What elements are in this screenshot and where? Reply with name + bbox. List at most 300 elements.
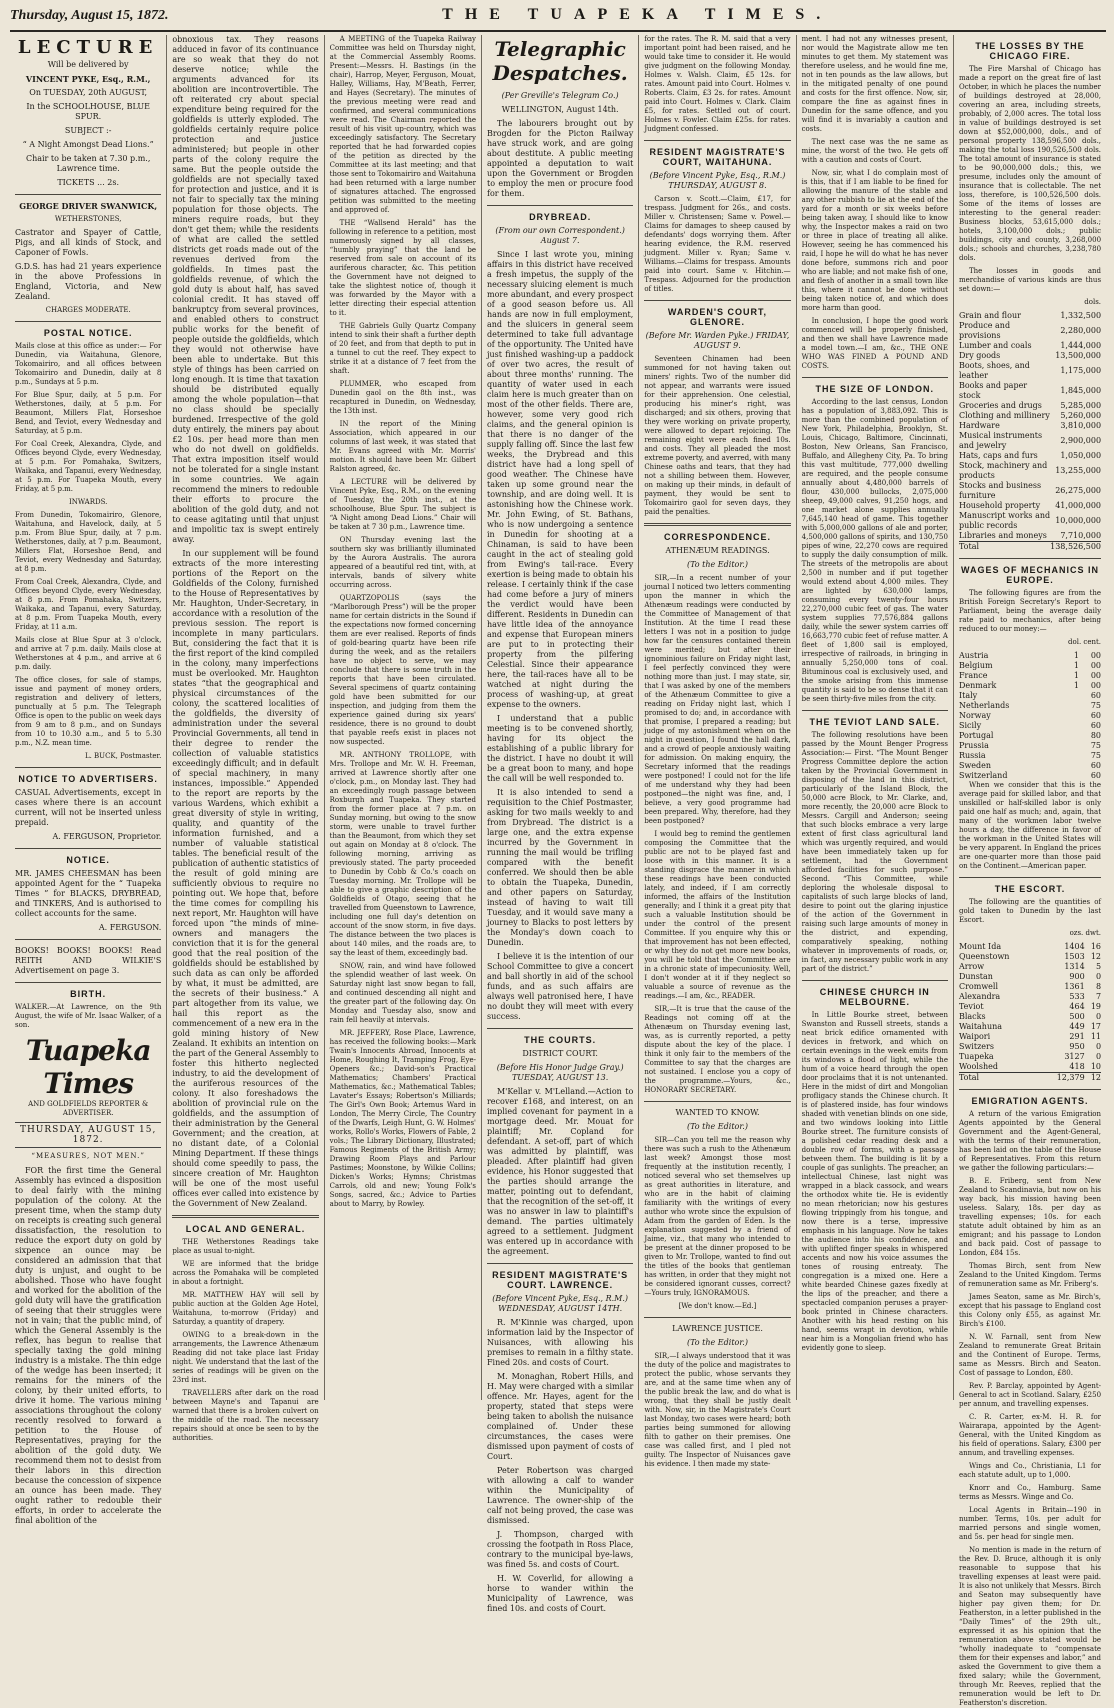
column-5 [639, 35, 796, 1468]
row-label: Austria [958, 651, 989, 660]
table-row [959, 741, 1101, 751]
row-value [1068, 771, 1079, 781]
table-row [959, 721, 1101, 731]
postal-paragraph: Mails close at this office as under:— For Dunedin, via Waitahuna, Glenore, Tokomairiro, and all offices between Tokomairiro and Dunedin, daily at 8 p.m., Sundays at 5 p.m. [15, 342, 162, 386]
row-label: Manuscript works and public records [958, 511, 1051, 530]
glenore-court-heading: WARDEN'S COURT, GLENORE. [667, 307, 768, 327]
chicago-losses-table [959, 311, 1101, 552]
row-label: Total [959, 542, 1050, 553]
divider [959, 877, 1101, 878]
athenaeum-letter: SIR,—It is true that the cause of the Readings not coming off at the Athenæum on Thursday evening last, was, as is currently reported, a petty dispute about the key of the place. I think it only fair to the members of the Committee to say that the charges are not sustained. I enclose you a copy of the programme.—Yours, &c., HONORARY SECRETARY. [644, 1005, 791, 1094]
table-row [959, 751, 1101, 761]
table-row [959, 972, 1101, 982]
local-item: ON Thursday evening last the southern sky was brilliantly illuminated by the Aurora Australis. The aurora appeared of a beautiful red tint, with, at intervals, bands of silvery white occurring across. [329, 536, 476, 589]
waitahuna-court-sub: (Before Vincent Pyke, Esq., R.M.) THURSDAY, AUGUST 8. [649, 171, 786, 190]
chicago-unit: dols. [1084, 298, 1102, 306]
list-item: Rev. P. Barclay, appointed by Agent-General to act in Scotland. Salary, £250 per annum, and travelling expenses. [958, 1382, 1102, 1408]
row-label: Woolshed [958, 1062, 998, 1071]
london-heading: THE SIZE OF LONDON. [815, 384, 935, 394]
local-item: OWING to a break-down in the arrangements, the Lawrence Athenæum Reading did not take place last Friday night. We understand that the last of the series of readings will be given on the 23rd inst. [172, 1331, 319, 1384]
row-value: 5 [1095, 962, 1102, 971]
notice-body: MR. JAMES CHEESMAN has been appointed Agent for the “ Tuapeka Times ” for BLACKS, DRYBREAD, and TINKERS, And is authorised to collect accounts for the same. [15, 869, 162, 918]
rm-court-body: H. W. Coverlid, for allowing a horse to wander within the Municipality of Lawrence, was fined 10s. and costs of Court. [486, 1574, 634, 1613]
row-label: Mount Ida [958, 942, 1002, 951]
row-label: Norway [958, 711, 991, 720]
row-value: 1,845,000 [1060, 386, 1102, 395]
telegraphic-body: The labourers brought out by Brogden for the Picton Railway have struck work, and are going about destitute. A public meeting appointed a deputation to wait upon the Government or Brogden to employ the men or procure food for them. [486, 119, 634, 198]
row-value: 1,444,000 [1060, 341, 1102, 350]
local-item: A LECTURE will be delivered by Vincent Pyke, Esq., R.M., on the evening of Tuesday, the 20th inst., at the schoolhouse, Blue Spur. The subject is “A Night among Dead Lions.” Chair will be taken at 7 30 p.m., Lawrence time. [329, 478, 476, 531]
birth-body: WALKER.—At Lawrence, on the 9th August, the wife of Mr. Isaac Walker, of a son. [15, 1003, 162, 1029]
row-value: 19 [1090, 1002, 1102, 1011]
postal-signature: L. BUCK, Postmaster. [84, 752, 162, 760]
table-row [959, 431, 1101, 451]
courts-heading: THE COURTS. [524, 1035, 597, 1045]
row-value: 464 [1069, 1002, 1085, 1011]
chicago-heading: THE LOSSES BY THE CHICAGO FIRE. [975, 41, 1085, 61]
advertisers-signature: A. FERGUSON, Proprietor. [52, 832, 162, 841]
row-value: 0 [1095, 1052, 1102, 1061]
row-value: 3,810,000 [1060, 421, 1102, 430]
row-label: Denmark [958, 681, 997, 690]
postal-paragraph: For Coal Creek, Alexandra, Clyde, and Offices beyond Clyde, every Wednesday, at 5 p.m. For Pomahaka, Switzers, Waikaka, and Tapanui, every Wednesday, at 5 p.m. For Tuapeka Mouth, every Friday, at 5 p.m. [15, 440, 162, 493]
report-article: In our supplement will be found extracts of the more interesting portions of the Report on the Goldfields of the Colony, furnished to the House of Representatives by Mr. Haughton, Under-Secretary, in accordance with a resolution of the previous session. The report is incomplete in many particulars. But, considering the fact that it is the first report of the kind compiled in the colony, many imperfections must be overlooked. Mr. Haughton states “that the geographical and physical circumstances of the colony, the scattered localities of the goldfields, the diversity of administration under the several Provincial Governments, all tend in their degree to render the collection of valuable statistics exceedingly difficult; and in default of special machinery, in many instances, impossible.” Appended to the report are reports by the various Wardens, which exhibit a great diversity of style in writing, quality, and quantity of the information furnished, and a number of valuable statistical tables. The beneficial result of the publication of authentic statistics of the result of gold mining are sufficiently obvious to require no pointing out. We hope that, before the time comes for compiling his next report, Mr. Haughton will have forced upon “the minds of mine-owners and managers the conviction that it is for the general good that the real position of the goldfields should be established by such data as can only be afforded by what, it must be admitted, are the secrets of their business.” A part altogether from its value, we hail this report as the commencement of a new era in the gold mining history of New Zealand. It exhibits an intention on the part of the General Assembly to foster this hitherto neglected industry, to aid the development of the auriferous resources of the colony. It also foreshadows the abolition of provincial rule on the goldfields, and the assumption of their administration by the General Government; and the creation, at no distant date, of a Colonial Mining Department. If these things should come speedily to pass, the sincere creation of Mr. Haughton will be one of the most useful offices ever called into existence by the Government of New Zealand. [172, 549, 319, 1208]
rm-court-sub: (Before Vincent Pyke, Esq., R.M.) WEDNESDAY, AUGUST 14TH. [492, 1294, 629, 1313]
table-row [959, 651, 1101, 661]
row-label: Switzerland [958, 771, 1008, 780]
list-item: N. W. Farnall, sent from New Zealand to remunerate Great Britain and the Continent of Europe. Terms, same as Messrs. Birch and Seaton. Cost of passage to London, £80. [958, 1333, 1102, 1377]
advertisers-heading: NOTICE TO ADVERTISERS. [18, 774, 158, 784]
row-label: Libraries and moneys [958, 531, 1047, 540]
row-value [1068, 701, 1079, 711]
row-value: 75 [1090, 701, 1102, 710]
wanted-sub: (To the Editor.) [686, 1122, 748, 1131]
divider [802, 710, 948, 711]
chicago-intro: The losses in goods and merchandise of various kinds are thus set down:— [958, 267, 1102, 293]
row-value: 80 [1090, 731, 1102, 740]
district-court-sub: (Before His Honor Judge Gray.) TUESDAY, AUGUST 13. [496, 1063, 624, 1082]
table-row [959, 321, 1101, 341]
table-row [959, 531, 1101, 542]
postal-paragraph: The office closes, for sale of stamps, issue and payment of money orders, registration and delivery of letters, punctually at 5 p.m. The Telegraph Office is open to the public on week days from 9 am to 8 p.m., and on Sundays from 10 to 10.30 a.m., and 5 to 5.30 p.m., N.Z. mean time. [15, 676, 162, 747]
wanted-editor-note: [We don't know.—Ed.] [678, 1302, 757, 1310]
row-value: 1 [1073, 681, 1079, 690]
table-row [959, 481, 1101, 501]
row-label: Sweden [958, 761, 992, 770]
table-row [959, 942, 1101, 952]
divider [15, 939, 161, 940]
postal-heading: POSTAL NOTICE. [43, 328, 133, 338]
advertisers-body: CASUAL Advertisements, except in cases where there is an account current, will not be inserted unless prepaid. [15, 788, 162, 827]
rm-court-body: M. Monaghan, Robert Hills, and H. May were charged with a similar offence. Mr. Hayes, agent for the property, stated that steps were being taken to abolish the nuisance complained of. Under these circumstances, the cases were dismissed upon payment of costs of Court. [486, 1372, 634, 1461]
masthead-title: THE TUAPEKA TIMES. [442, 6, 833, 23]
row-label: Produce and provisions [958, 321, 1011, 340]
divider [15, 848, 161, 849]
table-row [959, 1062, 1101, 1073]
row-value: 60 [1090, 711, 1102, 720]
row-value: 60 [1090, 721, 1102, 730]
divider [959, 558, 1101, 559]
list-item: Knorr and Co., Hamburg. Same terms as Messrs. Winge and Co. [958, 1484, 1102, 1501]
correspondence-heading: CORRESPONDENCE. [663, 532, 771, 542]
waitahuna-court-body: Carson v. Scott.—Claim, £17, for trespass. Judgment for 26s., and costs. Miller v. Christensen; Same v. Powel.—Claims for damages to sheep caused by defendants' dogs worrying them. After hearing evidence, the R.M. reserved judgment. Miller v. Ryan; Same v. Williams.—Claims for trespass. Amounts paid into court. Same v. Hitchin.—Trespass. Adjourned for the production of titles. [644, 195, 791, 293]
teviot-body: The following resolutions have been passed by the Mount Benger Progress Association:— First. “The Mount Benger Progress Committee deplore the action taken by the Provincial Government in disposing of the land in this district, particularly of the Island Block, the 50,000 acre Block, to Mr. Clarke, and, more recently, the 20,000 acre Block to Messrs. Cargill and Anderson; seeing that such blocks embrace a very large extent of first class agricultural land which was urgently required, and would have been immediately taken up for settlement, had the Government afforded facilities for such purpose.” Second. “This Committee, while deploring the wholesale disposal to capitalists of such large blocks of land, desire to point out the glaring injustice of the action of the Government in raising such large amounts of money in the district, and expending, comparatively speaking, nothing whatever in improvements of roads, or, in fact, any necessary public work in any part of the district.” [801, 731, 948, 973]
row-value: 1,050,000 [1060, 451, 1102, 460]
swanwick-name: GEORGE DRIVER SWANWICK, [19, 201, 158, 211]
rm-court-body: R. M'Kinnie was charged, upon information laid by the Inspector of Nuisances, with allowing his premises to remain in a filthy state. Fined 20s. and costs of Court. [486, 1318, 634, 1367]
divider [802, 377, 948, 378]
column-4 [482, 35, 639, 1613]
table-row [959, 311, 1101, 321]
row-value: 13,255,000 [1055, 466, 1102, 475]
total-row [959, 1073, 1101, 1084]
row-value: 41,000,000 [1055, 501, 1102, 510]
row-value: 449 [1069, 1022, 1085, 1031]
local-item: SNOW, rain, and wind have followed the splendid weather of last week. On Saturday night last snow began to fall, and continued descending all night and the greater part of the following day. On Monday and Tuesday also, snow and rain fell heavily at intervals. [329, 962, 476, 1024]
row-value: 900 [1069, 972, 1085, 981]
row-label: Portugal [958, 731, 994, 740]
athenaeum-sub: (To the Editor.) [686, 560, 748, 569]
athenaeum-heading: ATHENÆUM READINGS. [665, 546, 770, 555]
row-value [1068, 691, 1079, 701]
wages-table [959, 651, 1101, 781]
table-row [959, 411, 1101, 421]
row-label: Boots, shoes, and leather [958, 361, 1030, 380]
local-general-heading: LOCAL AND GENERAL. [185, 1224, 306, 1234]
chinese-church-body: In Little Bourke street, between Swanston and Russell streets, stands a neat brick edifice ornamented with devices in fretwork, and which on certain evenings in the week emits from its windows a flood of light, while the hum of a voice heard through the open door proclaims that it is not untenanted. Here in the midst of dirt and Mongolian profligacy stands the Chinese church. It is of plastered inside, has four windows shaded with venetian blinds on one side, and two windows looking into Little Bourke street. The furniture consists of a polished cedar reading desk and a double row of forms, with a passage between them. The building is lit by a couple of gas sunlights. The preacher, an intellectual Chinese, last night was wrapped in a black cassock, and wears the orthodox white tie. He is evidently no mean rhetorician; now his gestures flowing trippingly from his tongue, and now there is a terse, impressive emphasis in his language. Now he takes the audience into his confidence, and with uplifted finger speaks in whispered accents and now his voice assumes the tones of rousing entreaty. The congregation is a mixed one. Here a white bearded Chinese gazes fixedly at the lips of the preacher, and there a spectacled companion peruses a prayer-book printed in Chinese characters. Another with his head resting on his hand, seems wrapt in devotion, while near him is a Mongolian friend who has evidently gone to sleep. [801, 1011, 948, 1352]
row-value: 00 [1090, 671, 1102, 680]
masthead-date: Thursday, August 15, 1872. [10, 8, 169, 23]
table-row [959, 1032, 1101, 1042]
wages-tail: When we consider that this is the average paid for skilled labor, and that unskilled or half-skilled labor is only paid one half as much; and, again, that many of the workmen labor twelve hours a day, the difference in favor of the workman in the United States will be very apparent. In England the prices are one-quarter more than those paid on the Continent.—American paper. [958, 781, 1102, 870]
table-row [959, 982, 1101, 992]
district-court-body: M'Kellar v. M'Lelland.—Action to recover £168, and interest, on an implied covenant for payment in a mortgage deed. Mr. Mouat for plaintiff; Mr. Copland for defendant. A set-off, part of which was admitted by plaintiff, was pleaded. After plaintiff had given evidence, his Honor suggested that the parties should arrange the matter, pointing out to defendant, that the recognition of the set-off, it was no answer in law to plaintiff's demand. The parties ultimately agreed to a settlement. Judgment was entered up in accordance with the agreement. [486, 1087, 634, 1256]
emigration-heading: EMIGRATION AGENTS. [971, 1096, 1089, 1106]
row-value: 533 [1069, 992, 1085, 1001]
row-value: 75 [1090, 741, 1102, 750]
row-label: Total [959, 1073, 1040, 1084]
row-value: 138,526,500 [1050, 542, 1102, 551]
row-label: Arrow [958, 962, 985, 971]
table-row [959, 381, 1101, 401]
row-value [1068, 751, 1079, 761]
leader-article: FOR the first time the General Assembly has evinced a disposition to deal fairly with the mining population of the colony. At the present time, when the stamp duty on receipts is creating such general dissatisfaction, the resolution to reduce the export duty on gold by sixpence an ounce may be considered an admission that that duty is unjust, and ought to be abolished. Those who have fought and worked for the abolition of the gold duty will have the gratification of seeing that their struggles were not in vain; that the public mind, of which the General Assembly is the reflex, has begun to realise that specially taxing the gold mining industry is a mistake. The thin edge of the wedge has been inserted; it remains for the miners of the colony, by their united efforts, to drive it home. The various mining associations throughout the colony recently resolved to forward a petition to the House of Representatives, praying for the abolition of the gold duty. We recommend them not to desist from their labors in this direction because the concession of sixpence an ounce has been made. They ought rather to redouble their efforts, in order to accelerate the final abolition of the [15, 1166, 162, 1525]
drybread-body: I understand that a public meeting is to be convened shortly, having for its object the establishing of a public library for the district. I have no doubt it will be a great boon to many, and hope the call will be well responded to. [486, 714, 634, 783]
row-label: Prussia [958, 741, 989, 750]
divider [15, 982, 161, 983]
divider [487, 1263, 633, 1264]
row-value: 0 [1095, 1042, 1102, 1051]
table-row [959, 731, 1101, 741]
row-label: Stock, machinery and products [958, 461, 1048, 480]
justice-sub: (To the Editor.) [686, 1338, 748, 1347]
row-value: 1314 [1064, 962, 1085, 971]
row-value [1068, 711, 1079, 721]
divider [15, 194, 161, 195]
row-value: 7,710,000 [1060, 531, 1102, 540]
table-row [959, 351, 1101, 361]
row-label: Teviot [958, 1002, 984, 1011]
row-label: Dunstan [958, 972, 993, 981]
divider [644, 1101, 790, 1102]
table-row [959, 361, 1101, 381]
rm-court-body: J. Thompson, charged with crossing the footpath in Ross Place, contrary to the municipal bye-laws, was fined 5s. and costs of Court. [486, 1530, 634, 1569]
justice-heading: LAWRENCE JUSTICE. [672, 1324, 763, 1333]
row-label: Hats, caps and furs [958, 451, 1038, 460]
row-label: Grain and flour [958, 311, 1021, 320]
row-label: Hardware [958, 421, 1000, 430]
row-label: Lumber and coals [958, 341, 1032, 350]
newspaper-motto: “MEASURES, NOT MEN.” [31, 1152, 145, 1160]
row-value [1068, 731, 1079, 741]
row-value: 1404 [1064, 942, 1085, 951]
column-2 [167, 35, 324, 1442]
local-item: MR. MATTHEW HAY will sell by public auction at the Golden Age Hotel, Waitahuna, to-morrow (Friday) and Saturday, a quantity of drapery. [172, 1291, 319, 1326]
escort-heading: THE ESCORT. [994, 884, 1066, 894]
local-item: IN the report of the Mining Association, which appeared in our columns of last week, it was stated that Mr. Evans agreed with Mr. Morris' motion. It should have been Mr. Gilbert Ralston agreed, &c. [329, 420, 476, 473]
glenore-court-body: Seventeen Chinamen had been summoned for not having taken out miners' rights. Two of the number did not appear, and warrants were issued for their apprehension. One celestial, producing his miner's right, was discharged; and six others, proving that they were working on private property, were allowed to depart rejoicing. The remaining eight were each fined 10s. and costs. They all pleaded the most extreme poverty, and averred, with many Chinese oaths and tears, that they had not a shilling between them. However, on making up their minds, in default of payment, they would be sent to Tokomairiro gaol for seven days, they paid the penalties. [644, 355, 791, 516]
row-label: Household property [958, 501, 1041, 510]
table-row [959, 661, 1101, 671]
swanwick-experience: G.D.S. has had 21 years experience in the above Professions in England, Victoria, and New Zealand. [15, 262, 162, 301]
table-row [959, 1012, 1101, 1022]
row-value: 12 [1085, 1073, 1101, 1084]
athenaeum-letter: SIR,—In a recent number of your journal I noticed two letters commenting upon the manner in which the Athenæum readings were conducted by the Committee of Management of that Institution. At the time I read these letters I was not in a position to judge how far the censures contained therein were merited; but after their ignominious failure on Friday night last, I feel perfectly convinced they were nothing more than just. I may state, sir, that I was asked by one of the members of the Athenæum Committee to give a reading on Friday night last, which I promised to do; and, in accordance with that promise, I prepared a reading; but judge of my astonishment when on the night in question, I found the hall dark, and a crowd of people anxiously waiting for admission. On making enquiry, the Secretary informed that the readings were postponed! I could not for the life of me understand why they had been postponed—the night was fine, and, I believe, a very good programme had been prepared. Why, therefore, had they been postponed? [644, 574, 791, 825]
escort-unit: ozs. dwt. [1069, 929, 1102, 937]
row-label: Belgium [958, 661, 993, 670]
table-row [959, 711, 1101, 721]
local-item: TRAVELLERS after dark on the road between Mayne's and Tapanui are warned that there is a broken culvert on the middle of the road. The necessary repairs should at once be seen to by the authorities. [172, 1389, 319, 1442]
local-item: A MEETING of the Tuapeka Railway Committee was held on Thursday night, at the Commercial Assembly Rooms. Present:—Messrs. H. Bastings (in the chair), Harrop, Meyer, Ferguson, Mouat, Halley, Williams, Hay, M'Beath, Ferrer, and Hayes (Secretary). The minutes of the previous meeting were read and confirmed, and several communications were read. The Chairman reported the result of his visit up-country, which was exceedingly satisfactory. The Secretary reported that he had forwarded copies of the petition as directed by the Committee at its last meeting; and that those sent to Tokomairiro and Waitahuna had been returned with a large number of signatures attached. The engrossed petition was submitted to the meeting and approved of. [329, 35, 476, 214]
table-row [959, 451, 1101, 461]
row-label: Italy [958, 691, 978, 700]
table-row [959, 401, 1101, 411]
row-value: 00 [1090, 661, 1102, 670]
table-row [959, 511, 1101, 531]
lecture-chair: Chair to be taken at 7.30 p.m., Lawrence time. [25, 154, 151, 173]
column-3 [325, 35, 482, 1400]
lecture-heading: LECTURE [17, 37, 159, 58]
table-row [959, 1002, 1101, 1012]
swanwick-body: Castrator and Spayer of Cattle, Pigs, and all kinds of Stock, and Caponer of Fowls. [15, 228, 162, 257]
logo-subtitle: AND GOLDFIELDS REPORTER & ADVERTISER. [28, 1100, 149, 1117]
divider [644, 523, 790, 526]
london-body: According to the last census, London has a population of 3,883,092. This is more than the combined population of New York, Philadelphia, Brooklyn, St. Louis, Chicago, Baltimore, Cincinnati, Boston, New Orleans, San Francisco, Buffalo, and Allegheny City, Pa. To bring this vast multitude, 777,000 dwelling are required, and the people consume annually about 4,480,000 barrels of flour, 430,000 bullocks, 2,075,000 sheep, 49,000 calves, 91,250 hogs, and one market alone supplies annually 7,645,140 head of game. This together with 5,000,000 gallons of ale and porter, 4,500,000 gallons of spirits, and 130,750 pipes of wine, 22,270 cows are required to supply the daily consumption of milk. The streets of the metropolis are about 2,500 in number and if put together would extend about 4,000 miles. They are lighted by 630,000 lamps, consuming every twenty-four hours 22,270,000 cubic feet of gas. The water system supplies 77,576,884 gallons daily, while the sewer system carries off 16,663,770 cubic feet of refuse matter. A fleet of 1,800 sail is employed, irrespective of railroads, in bringing in annually 5,250,000 tons of coal. Bituminous coal is exclusively used, and the smoke arising from this immense quantity is said to be so dense that it can be seen thirty-five miles from the city. [801, 398, 948, 703]
row-label: Groceries and drugs [958, 401, 1042, 410]
table-row [959, 1052, 1101, 1062]
drybread-heading: DRYBREAD. [529, 212, 592, 222]
column-7 [954, 35, 1106, 1707]
row-label: Sicily [958, 721, 982, 730]
table-row [959, 761, 1101, 771]
telegraphic-heading: Telegraphic Despatches. [492, 37, 628, 85]
local-item: PLUMMER, who escaped from Dunedin gaol on the 8th inst., was recaptured in Dunedin, on Wednesday, the 13th inst. [329, 380, 476, 415]
page-masthead [10, 6, 1106, 32]
row-value: 5,285,000 [1060, 401, 1102, 410]
row-value: 60 [1090, 691, 1102, 700]
wages-body: The following figures are from the British Foreign Secretary's Report to Parliament, being the average daily rate paid to mechanics, after being reduced to our money:— [958, 589, 1102, 633]
wanted-letter: SIR—Can you tell me the reason why there was such a rush to the Athenæum last week? Amongst those most frequently at the institution recently, I noticed several who set themselves up as great authorities in literature, and who are in the habit of claiming familiarity with the writings of every author who wrote since the expulsion of Adam from the garden of Eden. Is the explanation suggested by a friend of Jaime, viz., that many who intended to be present at the dinner proposed to be given to Mr. Trollope, wanted to find out the titles of the books that gentleman has written, in order that they might not be considered ignorant cusses, correct?—Yours truly, IGNORAMOUS. [644, 1136, 791, 1297]
row-value: 1 [1073, 671, 1079, 680]
postal-paragraph: From Coal Creek, Alexandra, Clyde, and Offices beyond Clyde, every Wednesday, at 8 p.m. From Pomahaka, Switzers, Waikaka, and Tapanui, every Saturday, at 8 p.m. From Tuapeka Mouth, every Friday, at 11 a.m. [15, 578, 162, 631]
row-label: Cromwell [958, 982, 999, 991]
row-value: 00 [1090, 681, 1102, 690]
row-value: 10 [1090, 1062, 1102, 1071]
list-item: No mention is made in the return of the Rev. D. Bruce, although it is only reasonable to suppose that his travelling expenses at least were paid. It is also not unlikely that Messrs. Birch and Seaton may subsequently have higher pay given them; for Dr. Featherston, in a letter published in the “Daily Times” of the 29th ult., expressed it as his opinion that the remuneration above stated would be “wholly inadequate to “compensate them for their expenses and labor,” and asked the Government to give them a fixed salary; while the Government, through Mr. Reeves, replied that the remuneration would be left to Dr. Featherston's discretion. [958, 1546, 1102, 1707]
justice-letter-continued: ment. I had not any witnesses present, nor would the Magistrate allow me ten minutes to get them. My statement was therefore useless, and he would fine me, not in ten pounds as the law allows, but in the mitigated penalty of one pound and costs for the first offence. Now, sir, compare the fine as against fines in Dunedin for the same offence, and you will find it is invariably a caution and costs. [801, 35, 948, 133]
newspaper-logo: Tuapeka Times [25, 1034, 151, 1100]
notice-signature: A. FERGUSON. [98, 923, 162, 932]
table-row [959, 1042, 1101, 1052]
row-value: 950 [1069, 1042, 1085, 1051]
escort-table [959, 942, 1101, 1083]
postal-paragraph: From Dunedin, Tokomairiro, Glenore, Waitahuna, and Havelock, daily, at 5 p.m. From Blue Spur, daily, at 7 p.m. Wetherstones, daily, at 7 p.m. Beaumont, Millers Flat, Horseshoe Bend, and Teviot, every Wednesday and Saturday, at 8 p.m. [15, 511, 162, 573]
row-value: 10,000,000 [1055, 516, 1102, 525]
row-label: France [958, 671, 988, 680]
row-value: 13,500,000 [1055, 351, 1102, 360]
divider [172, 1215, 318, 1218]
list-item: Local Agents in Britain—190 in number. Terms, 10s. per adult for married persons and single women, and 5s. per head for single men. [958, 1506, 1102, 1541]
row-label: Blacks [958, 1012, 986, 1021]
row-value: 12 [1090, 952, 1102, 961]
glenore-court-sub: (Before Mr. Warden Pyke.) FRIDAY, AUGUST 9. [645, 331, 790, 350]
local-item: MR. ANTHONY TROLLOPE, with Mrs. Trollope and Mr. W. H. Freeman, arrived at Lawrence shortly after one o'clock, p.m., on Monday last. They had an exceedingly rough passage between Roxburgh and Tuapeka. They started from the former place at 7 p.m. on Sunday morning, but owing to the snow storm, were unable to travel further than the Beaumont, from which they set out again on Monday at 8 o'clock. The following morning, arriving as previously stated. The party proceeded to Dunedin by Cobb & Co.'s coach on Tuesday morning. Mr. Trollope will be able to give a graphic description of the Goldfields of Otago, seeing that he travelled from Queenstown to Lawrence, including one full day's detention on account of the snow storm, in five days. The distance between the two places is about 140 miles, and the roads are, to say the least of them, exceedingly bad. [329, 751, 476, 957]
column-1 [10, 35, 167, 1525]
chinese-church-heading: CHINESE CHURCH IN MELBOURNE. [819, 987, 930, 1007]
divider [802, 980, 948, 981]
lecture-subject: “ A Night Amongst Dead Lions.” [22, 140, 154, 149]
wanted-heading: WANTED TO KNOW. [675, 1108, 760, 1117]
district-court-heading: DISTRICT COURT. [522, 1049, 598, 1058]
row-value: 11 [1090, 1032, 1102, 1041]
local-item: THE Wetherstones Readings take place as usual to-night. [172, 1238, 319, 1255]
rm-court-continued: for the rates. The R. M. said that a very important point had been raised, and he would take time to consider it. He would give judgment on the following Monday. Holmes v. Walsh. Claim, £5 12s. for rates. Amount paid into Court. Holmes v. Roberts. Claim, £3 2s. for rates. Amount paid into Court. Holmes v. Clark. Claim £5, for rates. Settled out of court. Holmes v. Fowler. Claim £25s. for rates. Judgment confessed. [644, 35, 791, 133]
table-row [959, 461, 1101, 481]
swanwick-charges: CHARGES MODERATE. [45, 306, 131, 314]
justice-letter-continued: Now, sir, what I do complain most of is this, that if I am liable to be fined for allowing the manure of the stable and any other rubbish to lie at the end of the yard for a month or six weeks before being taken away, I should like to know why, the Inspector makes a raid on two or three in place of treating all alike. However, seeing he has commenced his raid, I hope he will do what he has never done before, summons rich and poor who are liable; and not make fish of one, and flesh of another in a small town like this, where it cannot be done without being taken notice of, and which does more harm than good. [801, 169, 948, 312]
table-row [959, 691, 1101, 701]
row-value: 291 [1069, 1032, 1085, 1041]
divider [487, 205, 633, 206]
row-value: 1,175,000 [1060, 366, 1102, 375]
list-item: B. E. Friberg, sent from New Zealand to Scandinavia, but now on his way back, his mission having been useless. Salary, 18s. per day as travelling expenses; 10s. for each statute adult obtained by him as an emigrant; and his passage to London and back paid. Cost of passage to London, £84 15s. [958, 1177, 1102, 1257]
wages-heading: WAGES OF MECHANICS IN EUROPE. [960, 565, 1099, 585]
row-value: 12,379 [1040, 1073, 1085, 1084]
columns [10, 35, 1106, 1707]
row-value: 3127 [1064, 1052, 1085, 1061]
local-item: QUARTZOPOLIS (says the “Marlborough Press”) will be the proper name for certain districts in the Sound if the expectations now formed concerning them are ever realised. Reports of finds of gold-bearing quartz have been rife during the week, and as the retailers have no object to serve, we may conclude that there is some truth in the reports that have been circulated. Several specimens of quartz containing gold have been submitted for our inspection, and judging from them the experience gained during six years' residence, there is no ground to doubt that payable reefs exist in places not now suspected. [329, 594, 476, 746]
subject-label: SUBJECT :- [64, 126, 112, 135]
justice-letter-continued: In conclusion, I hope the good work commenced will be properly finished, and then we shall have Lawrence made a model town.—I am, &c., THE ONE WHO WAS FINED A POUND AND COSTS. [801, 317, 948, 370]
drybread-body: It is also intended to send a requisition to the Chief Postmaster, asking for two mails weekly to and from Drybread. The district is a large one, and the extra expense incurred by the Government in running the mail would be trifling compared with the benefit conferred. We should then be able to obtain the Tuapeka, Dunedin, and other papers on Saturday, instead of having to wait till Tuesday, and it would save many a journey to Blacks to post letters by the Monday's down coach to Dunedin. [486, 788, 634, 947]
chicago-body: The Fire Marshal of Chicago has made a report on the great fire of last October, in which he places the number of buildings destroyed at 28,000, covering an area, including streets, probably, of 2,000 acres. The total loss in value of buildings destroyed is set down at $52,000,000, dols., and of personal property 138,596,500 dols., making the total loss 190,526,500 dols. The total amount of insurance is stated to be 90,000,000 dols.; this, we presume, includes only the amount of insurance that is collectable. The net loss, therefore, is 100,526,500 dols. Some of the items of losses are interesting to the general reader: Business blocks, 53,615,000 dols.; hotels, 3,100,000 dols.; public buildings, city and county, 3,268,000 dols.; schools and churches, 3,238,780 dols. [958, 65, 1102, 262]
divider [959, 1089, 1101, 1090]
table-row [959, 341, 1101, 351]
issue-dateline: THURSDAY, AUGUST 15, 1872. [15, 1122, 161, 1148]
row-value: 1 [1073, 651, 1079, 660]
row-value: 00 [1090, 651, 1102, 660]
row-label: Dry goods [958, 351, 1001, 360]
lecturer-name: VINCENT PYKE, Esq., R.M., [25, 74, 151, 84]
row-value: 2,280,000 [1060, 326, 1102, 335]
row-value [1068, 741, 1079, 751]
emigration-body: A return of the various Emigration Agents appointed by the General Government and the Agent-General, with the terms of their remuneration, has been laid on the table of the House of Representatives. From this return we gather the following particulars:— [958, 1110, 1102, 1172]
swanwick-town: WETHERSTONES, [54, 215, 122, 223]
rm-court-body: Peter Robertson was charged with allowing a calf to wander within the Municipality of Lawrence. The owner-ship of the calf not being proved, the case was dismissed. [486, 1466, 634, 1525]
row-label: Musical instruments and jewelry [958, 431, 1043, 450]
divider [644, 140, 790, 141]
row-value: 60 [1090, 771, 1102, 780]
books-advert: BOOKS! BOOKS! BOOKS! Read REITH AND WILKIE'S Advertisement on page 3. [15, 946, 162, 975]
list-item: Wings and Co., Christiania, L1 for each statute adult, up to 1,000. [958, 1462, 1102, 1479]
table-row [959, 952, 1101, 962]
justice-letter: SIR,—I always understood that it was the duty of the police and magistrates to protect the public, whose servants they are, and at the same time when any of the public break the law, and do what is wrong, that they shall be justly dealt with. Now, sir, in the Magistrate's Court last Monday, two cases were heard; both parties being summoned for allowing filth to gather on their premises. One case was called first, and I pled not guilty. The Inspector of Nuisances gave his evidence. I then made my state- [644, 1352, 791, 1468]
row-value: 8 [1095, 982, 1102, 991]
birth-heading: BIRTH. [70, 989, 107, 999]
table-row [959, 992, 1101, 1002]
table-row [959, 962, 1101, 972]
row-label: Waipori [958, 1032, 991, 1041]
postal-paragraph: Mails close at Blue Spur at 3 o'clock, and arrive at 7 p.m. daily. Mails close at Wetherstones at 4 p.m., and arrive at 6 p.m. daily. [15, 636, 162, 671]
local-item: THE Gabriels Gully Quartz Company intend to sink their shaft a further depth of 20 feet, and from that depth to put in a tunnel to cut the reef. They expect to strike it at a distance of 7 feet from the shaft. [329, 322, 476, 375]
leader-continued: obnoxious tax. They reasons adduced in favor of its continuance are so weak that they do not deserve notice; while the arguments advanced for its abolition are incontrovertible. The oft reiterated cry about special expenditure being required for the goldfields is utterly exploded. The goldfields certainly require police protection and justice administered; but people in other parts of the colony require the same. But the people outside the goldfields are not specially taxed for protection and justice, and it is not fair to specially tax the mining population for those objects. The miners require roads, but they don't get them; while the residents of what are called the settled districts get roads made out of the revenues derived from the goldfields. In times past the goldfields revenue, of which the gold duty is about half, has saved colonial credit. It has staved off bankruptcy from several provinces, and enabled others to construct public works for the benefit of people outside the goldfields, which they would not otherwise have been able to undertake. But this style of things has been carried on long enough. It is time that taxation should be distributed equally among the whole population—that no class should be specially burdened. Irrespective of the gold duty entirely, the miners pay about £2 10s. per head more than men who do not dwell on goldfields. That extra imposition itself would not be tolerated for a single instant in some countries. We again recommend the miners to redouble their efforts to procure the abolition of the gold duty, and not to cease agitating until that unjust and impolitic tax is swept entirely away. [172, 35, 319, 544]
local-item: THE “Wallsend Herald” has the following in reference to a petition, most numerously signed by all classes, “humbly praying” that the land be reserved from sale on account of its auriferous character, &c. This petition the Government have not deigned to take the slightest notice of, though it was forwarded by the Mayor with a letter directing their especial attention to it. [329, 219, 476, 317]
divider [15, 321, 161, 322]
lecture-tickets: TICKETS ... 2s. [57, 178, 120, 187]
divider [15, 767, 161, 768]
row-label: Tuapeka [958, 1052, 994, 1061]
row-value: 1,332,500 [1060, 311, 1102, 320]
row-label: Alexandra [958, 992, 1001, 1001]
table-row [959, 421, 1101, 431]
row-label: Clothing and millinery [958, 411, 1050, 420]
lecture-by: Will be delivered by [47, 60, 129, 69]
row-value: 7 [1095, 992, 1102, 1001]
athenaeum-letter: I would beg to remind the gentlemen composing the Committee that the public are not to be played fast and loose with in this manner. It is a standing disgrace the manner in which these readings have been conducted lately, and indeed, if I am correctly informed, the affairs of the Institution generally; and I think it a great pity that such a valuable Institution should be under the control of the present Committee. If you enquire why this or that improvement has not been effected, or why they do not get more new books, you will be told that the Committee are in a chronic state of impecuniosity. Well, I don't wonder at it if they neglect so valuable a source of revenue as the readings.—I am, &c., READER. [644, 830, 791, 1000]
row-value: 75 [1090, 751, 1102, 760]
divider [487, 1028, 633, 1029]
divider [644, 1317, 790, 1318]
drybread-body: Since I last wrote you, mining affairs in this district have received a fresh impetus, the supply of the necessary sluicing element is much more abundant, and every prospect of a good season before us. All hands are now in full employment, and the sluicers in general seem determined to take full advantage of the opportunity. The United have just finished washing-up a paddock of over two acres, the result of about three months' running. The quantity of water used in each claim here is much greater than on most of the other fields. There are, however, some very good rich claims, and the general opinion is that there is no danger of the supply falling off. Since the last few weeks, the Drybread and this district have had a long spell of good weather. The Chinese have taken up some ground near the township, and are doing well. It is astonishing how the Chinese work. Mr. John Ewing, of St. Bathans, who is now undergoing a sentence in Dunedin for shooting at a Chinaman, is said to have been caught in the act of stealing gold from Ewing's tail-race. Every exertion is being made to obtain his release. I certainly think if the case had come before a jury of miners the verdict would have been different. Residents in Dunedin can have little idea of the annoyance and expense that European miners are put to in protecting their property from the pilfering Celestial. Since their appearance here, the tail-races have all to be watched at night during the process of washing-up, at great expense to the owners. [486, 250, 634, 709]
table-row [959, 681, 1101, 691]
telegraphic-source: (Per Greville's Telegram Co.) [501, 91, 619, 100]
row-value: 418 [1069, 1062, 1085, 1071]
table-row [959, 501, 1101, 511]
drybread-sub: (From our own Correspondent.) August 7. [495, 226, 625, 245]
notice-heading: NOTICE. [66, 855, 110, 865]
row-label: Waitahuna [958, 1022, 1003, 1031]
column-6 [797, 35, 954, 1400]
postal-paragraph: For Blue Spur, daily, at 5 p.m. For Wetherstones, daily, at 5 p.m. For Beaumont, Millers Flat, Horseshoe Bend, and Teviot, every Wednesday and Saturday, at 5 p.m. [15, 391, 162, 435]
emigration-list [959, 1177, 1101, 1708]
list-item: James Seaton, same as Mr. Birch's, except that his passage to England cost this Colony only £55, as against Mr. Birch's £100. [958, 1293, 1102, 1328]
row-value: 0 [1095, 972, 1102, 981]
row-value: 1361 [1064, 982, 1085, 991]
row-label: Netherlands [958, 701, 1010, 710]
total-row [959, 542, 1101, 553]
table-row [959, 771, 1101, 781]
row-value: 500 [1069, 1012, 1085, 1021]
escort-body: The following are the quantities of gold taken to Dunedin by the last Escort. [958, 898, 1102, 924]
row-label: Stocks and business furniture [958, 481, 1042, 500]
row-label: Books and paper stock [958, 381, 1028, 400]
waitahuna-court-heading: RESIDENT MAGISTRATE'S COURT, WAITAHUNA. [649, 147, 786, 167]
table-row [959, 1022, 1101, 1032]
list-item: Thomas Birch, sent from New Zealand to the United Kingdom. Terms of remuneration same as Mr. Friberg's. [958, 1262, 1102, 1288]
lecture-when: On TUESDAY, 20th AUGUST, [29, 88, 148, 97]
local-item: MR. JEFFERY, Rose Place, Lawrence, has received the following books:—Mark Twain's Innocents Abroad, Innocents at Home, Roughing It, Tramping Frog, Eye-Openers &c.; David-son's Practical Mathematics; Chambers' Practical Mathematics, &c.; Mathematical Tables; Lavater's Essays; Robertson's Milliards; The Girl's Own Book; Artemus Ward in London, The Merry Circle, The Country of the Dwarfs, Leigh Hunt, G. W. Holmes' works, Rollo's Works, Flowers of Fable, 2 vols.; The Library Dictionary, Illustrated; Famous Regiments of the British Army; Drawing Room Plays and Parlour Pastimes; Moonstone, by Wilkie Collins; Dicken's Works; Hymns; Christmas Carrols, old and new; Young Folk's Songs, sacred, &c.; Advice to Parties about to Marry, by Rowley. [329, 1029, 476, 1208]
local-item: WE are informed that the bridge across the Pomahaka will be completed in about a fortnight. [172, 1260, 319, 1286]
